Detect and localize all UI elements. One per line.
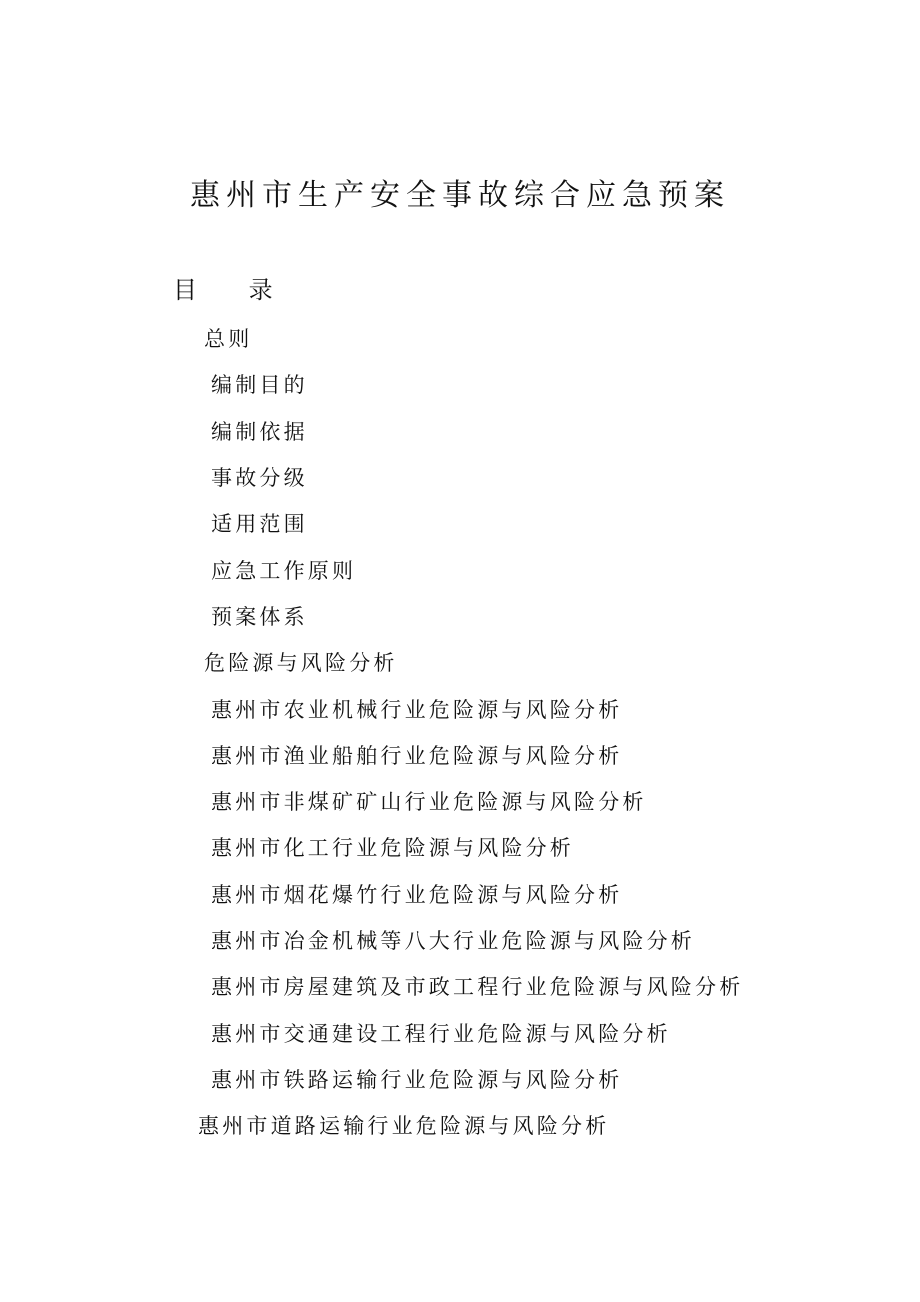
toc-entry-purpose[interactable]: 编制目的: [211, 373, 308, 397]
toc-entry-non-coal-mines[interactable]: 惠州市非煤矿矿山行业危险源与风险分析: [211, 790, 647, 814]
toc-entry-railway[interactable]: 惠州市铁路运输行业危险源与风险分析: [211, 1068, 623, 1092]
document-title: 惠州市生产安全事故综合应急预案: [190, 178, 730, 213]
toc-entry-chemical[interactable]: 惠州市化工行业危险源与风险分析: [211, 836, 574, 860]
toc-entry-fireworks[interactable]: 惠州市烟花爆竹行业危险源与风险分析: [211, 883, 623, 907]
toc-entry-basis[interactable]: 编制依据: [211, 420, 308, 444]
toc-entry-classification[interactable]: 事故分级: [211, 466, 308, 490]
toc-entry-hazard-risk[interactable]: 危险源与风险分析: [204, 651, 398, 675]
toc-entry-transport-construction[interactable]: 惠州市交通建设工程行业危险源与风险分析: [211, 1022, 671, 1046]
toc-entry-principles[interactable]: 应急工作原则: [211, 559, 357, 583]
toc-entry-metallurgy[interactable]: 惠州市冶金机械等八大行业危险源与风险分析: [211, 929, 695, 953]
toc-heading: 目 录: [173, 276, 295, 304]
toc-entry-scope[interactable]: 适用范围: [211, 512, 308, 536]
toc-entry-fishing-vessels[interactable]: 惠州市渔业船舶行业危险源与风险分析: [211, 744, 623, 768]
toc-entry-plan-system[interactable]: 预案体系: [211, 605, 308, 629]
toc-entry-general[interactable]: 总则: [204, 327, 253, 351]
toc-entry-construction[interactable]: 惠州市房屋建筑及市政工程行业危险源与风险分析: [211, 975, 744, 999]
toc-entry-road-transport[interactable]: 惠州市道路运输行业危险源与风险分析: [198, 1114, 610, 1138]
toc-entry-agricultural-machinery[interactable]: 惠州市农业机械行业危险源与风险分析: [211, 698, 623, 722]
